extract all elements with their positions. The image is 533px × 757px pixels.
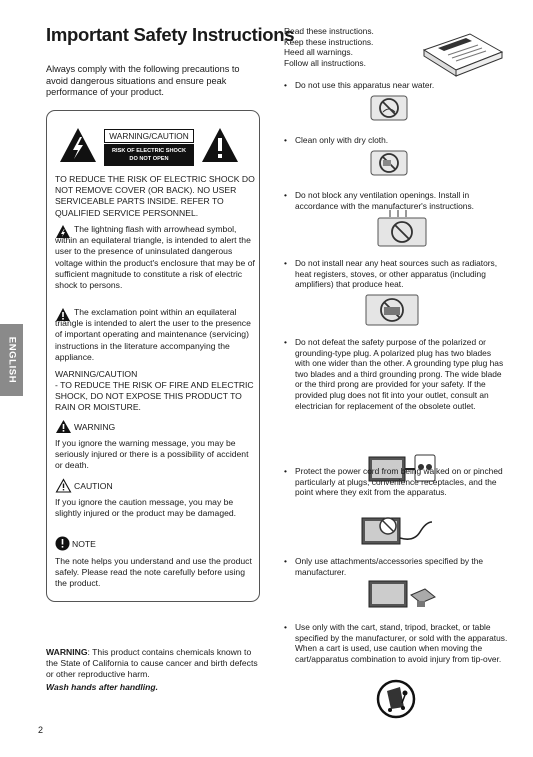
prop65-wash: Wash hands after handling. — [46, 682, 159, 692]
bullet-dot: • — [284, 80, 287, 90]
read-line: Follow all instructions. — [284, 57, 366, 68]
cart-tipover-icon — [376, 679, 416, 719]
caution-text: If you ignore the caution message, you may be slightly injured or the product may be damaged. — [55, 497, 237, 519]
risk-shock-line1: RISK OF ELECTRIC SHOCK — [112, 148, 186, 154]
warning-text: If you ignore the warning message, you may be seriously injured or there is a possibility of accident or death. — [55, 438, 249, 471]
prop65-bold: WARNING — [46, 647, 88, 657]
risk-shock-line2: DO NOT OPEN — [129, 156, 169, 162]
caution-label: CAUTION — [74, 481, 113, 491]
ventilation-icon — [376, 209, 428, 247]
risk-shock-label — [104, 144, 194, 166]
read-instructions — [284, 26, 374, 68]
exclamation-text: The exclamation point within an equilateral triangle is intended to alert the user to the presence of important operating and maintenance (servicing) instructions in the literature accompanying the appliance. — [55, 307, 251, 362]
lightning-text: The lightning flash with arrowhead symbol, within an equilateral triangle, is intended to alert the user to the presence of uninsulated dangerous voltage within the product's enclosure that may be of sufficient magnitude to constitute a risk of electric shock to persons. — [55, 224, 255, 291]
warning-icon — [55, 419, 72, 434]
manual-book-icon — [420, 28, 506, 80]
bullet-dot: • — [284, 135, 287, 145]
note-text: The note helps you understand and use the product safely. Please read the note carefully before using the product. — [55, 556, 252, 589]
heat-source-icon — [364, 293, 420, 327]
bullet-text: Do not use this apparatus near water. — [295, 80, 435, 90]
bullet-item — [284, 190, 504, 211]
bullet-text: Do not block any ventilation openings. Install in accordance with the manufacturer's instructions. — [295, 190, 474, 211]
side-tab-label: ENGLISH — [6, 336, 17, 384]
bullet-text: Protect the power cord from being walked on or pinched particularly at plugs, convenience receptacles, and the point where they exit from the apparatus. — [295, 466, 503, 498]
prop65-warning — [46, 647, 264, 681]
bullet-text: Only use attachments/accessories specified by the manufacturer. — [295, 556, 484, 577]
power-cord-icon — [360, 512, 436, 548]
bullet-item — [284, 556, 508, 577]
bullet-dot: • — [284, 466, 287, 476]
bullet-item — [284, 258, 508, 290]
bullet-text: Do not defeat the safety purpose of the polarized or grounding-type plug. A polarized plug has two blades with one wider than the other. A grounding type plug has two blades and a third grounding prong. The wide blade or the third prong are provided for your safety. If the provided plug does not fit into your outlet, consult an electrician for replacement of the obsolete outlet. — [295, 337, 504, 411]
fire-heading: WARNING/CAUTION — [55, 369, 138, 379]
read-line: Heed all warnings. — [284, 47, 353, 58]
accessories-icon — [367, 579, 437, 611]
bullet-item — [284, 466, 504, 498]
language-side-tab — [0, 324, 23, 396]
no-water-icon — [369, 95, 409, 121]
exclamation-triangle-icon — [200, 126, 240, 164]
bullet-dot: • — [284, 337, 287, 347]
bullet-text: Do not install near any heat sources such as radiators, heat registers, stoves, or other apparatus (including amplifiers) that produce heat. — [295, 258, 498, 290]
bullet-item — [284, 80, 504, 91]
dry-cloth-icon — [369, 150, 409, 176]
bullet-dot: • — [284, 622, 287, 632]
bullet-text: Use only with the cart, stand, tripod, bracket, or table specified by the manufacturer, or sold with the apparatus. When a cart is used, use caution when moving the cart/apparatus combination to avoid injury from tip-over. — [295, 622, 508, 664]
note-label: NOTE — [72, 539, 96, 549]
page-number: 2 — [38, 725, 44, 735]
intro-paragraph: Always comply with the following precautions to avoid dangerous situations and ensure peak performance of your product. — [46, 64, 240, 98]
shock-text: TO REDUCE THE RISK OF ELECTRIC SHOCK DO NOT REMOVE COVER (OR BACK). NO USER SERVICEABLE PARTS INSIDE. REFER TO QUALIFIED SERVICE PERSONNEL. — [55, 174, 255, 218]
page-title: Important Safety Instructions — [46, 24, 295, 45]
fire-text: - TO REDUCE THE RISK OF FIRE AND ELECTRIC SHOCK, DO NOT EXPOSE THIS PRODUCT TO RAIN OR MOISTURE. — [55, 380, 254, 413]
lightning-triangle-icon — [58, 126, 98, 164]
prop65-text: : This product contains chemicals known to the State of California to cause cancer and birth defects or other reproductive harm. — [46, 647, 258, 680]
bullet-dot: • — [284, 556, 287, 566]
bullet-item — [284, 622, 508, 664]
bullet-item — [284, 337, 508, 411]
caution-icon — [55, 478, 72, 493]
warning-label: WARNING — [74, 422, 116, 432]
bullet-dot: • — [284, 190, 287, 200]
note-icon — [55, 536, 70, 551]
bullet-text: Clean only with dry cloth. — [295, 135, 389, 145]
read-line: Read these instructions. — [284, 26, 374, 36]
bullet-item — [284, 135, 504, 146]
bullet-dot: • — [284, 258, 287, 268]
read-line: Keep these instructions. — [284, 36, 374, 47]
warning-caution-label: WARNING/CAUTION — [104, 129, 194, 143]
